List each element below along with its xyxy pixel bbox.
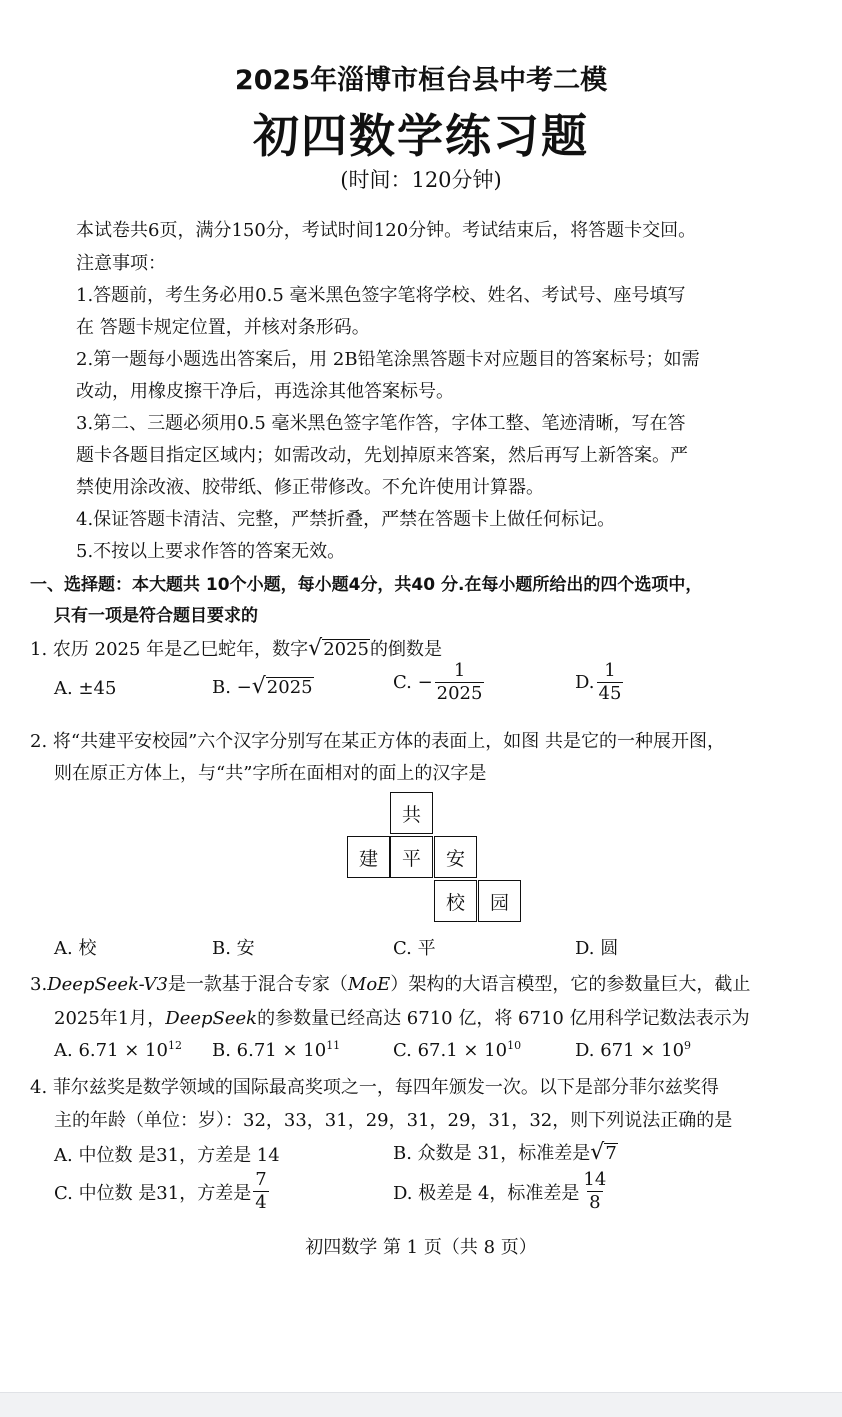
q4-option-c[interactable]: C. 中位数 是31，方差是 $\frac{7}{4}$ <box>54 1169 267 1213</box>
q1-option-b[interactable]: B. − √ 2025 <box>212 674 313 699</box>
q1-option-d[interactable]: D. $\frac{1}{45}$ <box>575 660 622 704</box>
time-note: (时间：120分钟) <box>340 168 502 192</box>
viewer-bottom-bar <box>0 1392 842 1417</box>
section-heading: 一、选择题：本大题共 10个小题，每小题4分，共40 分.在每小题所给出的四个选项中， <box>30 575 703 595</box>
q2-option-d[interactable]: D. 圆 <box>575 938 619 959</box>
q1-option-a[interactable]: A. ±45 <box>54 678 117 699</box>
q4-option-a[interactable]: A. 中位数 是31，方差是 14 <box>54 1145 280 1166</box>
question-2-stem-cont: 则在原正方体上，与“共”字所在面相对的面上的汉字是 <box>54 763 487 784</box>
question-1-stem: 1. 农历 2025 年是乙巳蛇年，数字 √ 2025 的倒数是 <box>30 636 442 661</box>
q3-option-d[interactable]: D. $671 \times 10^9$ <box>575 1039 692 1061</box>
q3-option-c[interactable]: C. $67.1 \times 10^{10}$ <box>393 1039 522 1061</box>
q2-option-b[interactable]: B. 安 <box>212 938 255 959</box>
net-cell-ping: 平 <box>390 836 433 878</box>
net-cell-yuan: 园 <box>478 880 521 922</box>
net-cell-an: 安 <box>434 836 477 878</box>
notice-line: 3.第二、三题必须用0.5 毫米黑色签字笔作答，字体工整、笔迹清晰，写在答 <box>76 413 686 434</box>
q3-option-b[interactable]: B. $6.71 \times 10^{11}$ <box>212 1039 341 1061</box>
section-heading-cont: 只有一项是符合题目要求的 <box>54 606 258 626</box>
exam-title: 2025年淄博市桓台县中考二模 <box>234 65 608 96</box>
page-footer: 初四数学 第 1 页（共 8 页） <box>305 1237 537 1258</box>
q2-option-c[interactable]: C. 平 <box>393 938 436 959</box>
q2-option-a[interactable]: A. 校 <box>54 938 97 959</box>
question-4-stem: 4. 菲尔兹奖是数学领域的国际最高奖项之一，每四年颁发一次。以下是部分菲尔兹奖得 <box>30 1077 719 1098</box>
intro-text: 本试卷共6页，满分150分，考试时间120分钟。考试结束后，将答题卡交回。 <box>76 220 697 241</box>
notice-line: 题卡各题目指定区域内；如需改动，先划掉原来答案，然后再写上新答案。严 <box>76 445 688 466</box>
q3-option-a[interactable]: A. $6.71 \times 10^{12}$ <box>54 1039 182 1061</box>
question-4-stem-cont: 主的年龄（单位：岁）：32，33，31，29，31，29，31，32，则下列说法正确的是 <box>54 1110 733 1131</box>
notice-line: 1.答题前，考生务必用0.5 毫米黑色签字笔将学校、姓名、考试号、座号填写 <box>76 285 686 306</box>
notice-line: 4.保证答题卡清洁、完整，严禁折叠，严禁在答题卡上做任何标记。 <box>76 509 616 530</box>
q1-option-c[interactable]: C. − $\frac{1}{2025}$ <box>393 660 483 704</box>
net-cell-xiao: 校 <box>434 880 477 922</box>
q4-option-d[interactable]: D. 极差是 4，标准差是 $\frac{14}{8}$ <box>393 1169 607 1213</box>
notice-line: 5.不按以上要求作答的答案无效。 <box>76 541 346 562</box>
net-cell-gong: 共 <box>390 792 433 834</box>
notice-heading: 注意事项： <box>76 253 166 274</box>
notice-line: 禁使用涂改液、胶带纸、修正带修改。不允许使用计算器。 <box>76 477 544 498</box>
sqrt-expression: √ 2025 <box>308 636 369 661</box>
notice-line: 2.第一题每小题选出答案后，用 2B铅笔涂黑答题卡对应题目的答案标号；如需 <box>76 349 700 370</box>
question-2-stem: 2. 将“共建平安校园”六个汉字分别写在某正方体的表面上，如图 共是它的一种展开图， <box>30 731 726 752</box>
notice-line: 改动，用橡皮擦干净后，再选涂其他答案标号。 <box>76 381 454 402</box>
question-3-stem: 3.DeepSeek-V3是一款基于混合专家（MoE）架构的大语言模型，它的参数量巨大，截止 <box>30 974 751 995</box>
question-3-stem-cont: 2025年1月，DeepSeek的参数量已经高达 6710 亿，将 6710 亿用科学记数法表示为 <box>54 1008 750 1029</box>
notice-line: 在 答题卡规定位置，并核对条形码。 <box>76 317 370 338</box>
page-title: 初四数学练习题 <box>253 109 589 163</box>
net-cell-jian: 建 <box>347 836 390 878</box>
q4-option-b[interactable]: B. 众数是 31，标准差是 √ 7 <box>393 1140 617 1165</box>
